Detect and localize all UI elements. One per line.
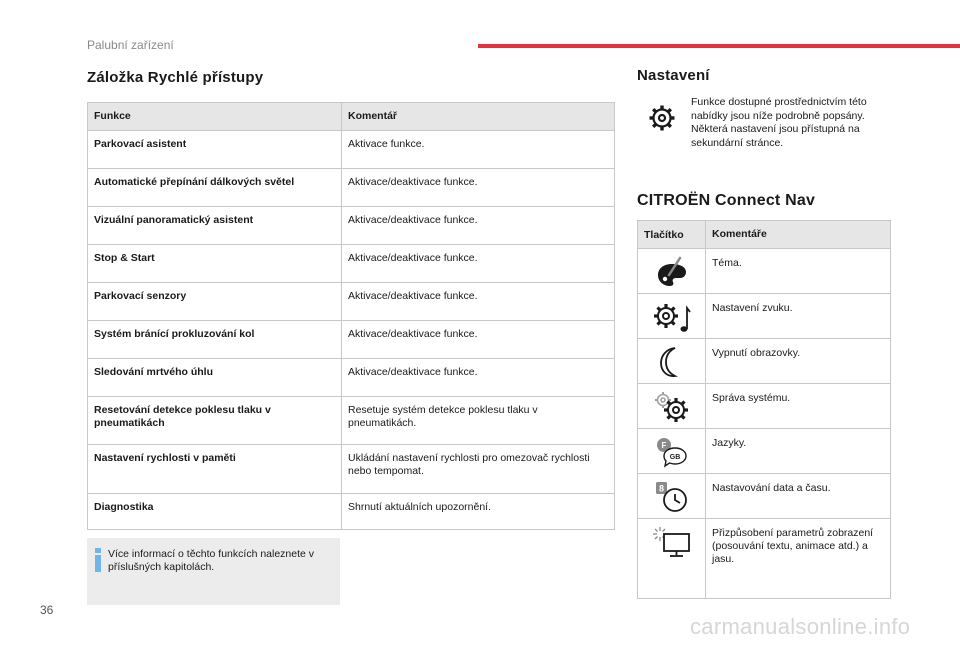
function-cell: Stop & Start [94, 252, 155, 264]
comment-cell: Jazyky. [705, 429, 890, 473]
function-cell: Automatické přepínání dálkových světel [94, 176, 295, 188]
moon-icon [655, 345, 689, 379]
table-row [88, 168, 614, 206]
badge-f-label: F [661, 441, 666, 450]
comment-cell: Aktivace/deaktivace funkce. [341, 359, 614, 396]
comment-cell: Aktivace funkce. [341, 131, 614, 168]
gear-icon [648, 104, 676, 132]
table-row [88, 206, 614, 244]
comment-cell: Správa systému. [705, 384, 890, 428]
header-cell-comments: Komentáře [705, 221, 890, 248]
function-cell: Nastavení rychlosti v paměti [94, 452, 236, 464]
table-row [88, 130, 614, 168]
function-cell: Diagnostika [94, 501, 154, 513]
function-cell: Parkovací senzory [94, 290, 187, 302]
quick-access-title: Záložka Rychlé přístupy [87, 69, 264, 86]
comment-cell: Aktivace/deaktivace funkce. [341, 283, 614, 320]
calendar-number: 8 [658, 483, 664, 494]
header-cell-function: Funkce [94, 110, 131, 122]
function-cell: Systém bránící prokluzování kol [94, 328, 255, 340]
table-header-row [88, 103, 614, 130]
comment-cell: Ukládání nastavení rychlosti pro omezovač rychlosti nebo tempomat. [341, 445, 614, 493]
settings-description: Funkce dostupné prostřednictvím této nabídky jsou níže podrobně popsány. Některá nastavení jsou přístupná na sekundární stránce. [691, 96, 867, 149]
table-row [638, 248, 890, 293]
header-cell-button: Tlačítko [644, 228, 684, 241]
table-row [638, 338, 890, 383]
clock-calendar-icon [654, 480, 690, 514]
info-note-text: Více informací o těchto funkcích naleznete v příslušných kapitolách. [108, 548, 315, 573]
comment-cell: Téma. [705, 249, 890, 293]
table-row [638, 518, 890, 598]
info-icon [94, 548, 102, 572]
page-header-title: Palubní zařízení [87, 38, 174, 52]
table-row [88, 493, 614, 529]
comment-cell: Aktivace/deaktivace funkce. [341, 321, 614, 358]
comment-cell: Aktivace/deaktivace funkce. [341, 169, 614, 206]
table-row [88, 244, 614, 282]
table-row [638, 473, 890, 518]
table-row [638, 383, 890, 428]
table-row [88, 320, 614, 358]
page-number: 36 [40, 603, 54, 617]
comment-cell: Shrnutí aktuálních upozornění. [341, 494, 614, 529]
settings-title: Nastavení [637, 67, 710, 84]
table-row [88, 358, 614, 396]
comment-cell: Resetuje systém detekce poklesu tlaku v pneumatikách. [341, 397, 614, 444]
table-row [88, 282, 614, 320]
palette-icon [655, 255, 689, 289]
table-row [88, 396, 614, 444]
connect-nav-table [637, 220, 891, 599]
quick-access-table [87, 102, 615, 530]
gear-note-icon [652, 300, 692, 334]
table-row [88, 444, 614, 493]
gears-icon [652, 390, 692, 424]
connect-nav-title: CITROËN Connect Nav [637, 192, 816, 209]
comment-cell: Aktivace/deaktivace funkce. [341, 245, 614, 282]
header-cell-comment: Komentář [341, 103, 614, 130]
info-note-box [87, 538, 340, 605]
function-cell: Resetování detekce poklesu tlaku v pneumatikách [94, 404, 271, 429]
language-bubbles-icon [654, 435, 690, 469]
display-brightness-icon [652, 525, 692, 559]
table-row [638, 428, 890, 473]
function-cell: Vizuální panoramatický asistent [94, 214, 254, 226]
comment-cell: Nastavování data a času. [705, 474, 890, 518]
table-header-row [638, 221, 890, 248]
function-cell: Sledování mrtvého úhlu [94, 366, 214, 378]
comment-cell: Vypnutí obrazovky. [705, 339, 890, 383]
comment-cell: Nastavení zvuku. [705, 294, 890, 338]
comment-cell: Aktivace/deaktivace funkce. [341, 207, 614, 244]
badge-gb-label: GB [669, 454, 680, 461]
function-cell: Parkovací asistent [94, 138, 187, 150]
header-accent-bar [478, 44, 960, 48]
comment-cell: Přizpůsobení parametrů zobrazení (posouvání textu, animace atd.) a jasu. [705, 519, 890, 598]
watermark-text: carmanualsonline.info [690, 614, 911, 639]
table-row [638, 293, 890, 338]
